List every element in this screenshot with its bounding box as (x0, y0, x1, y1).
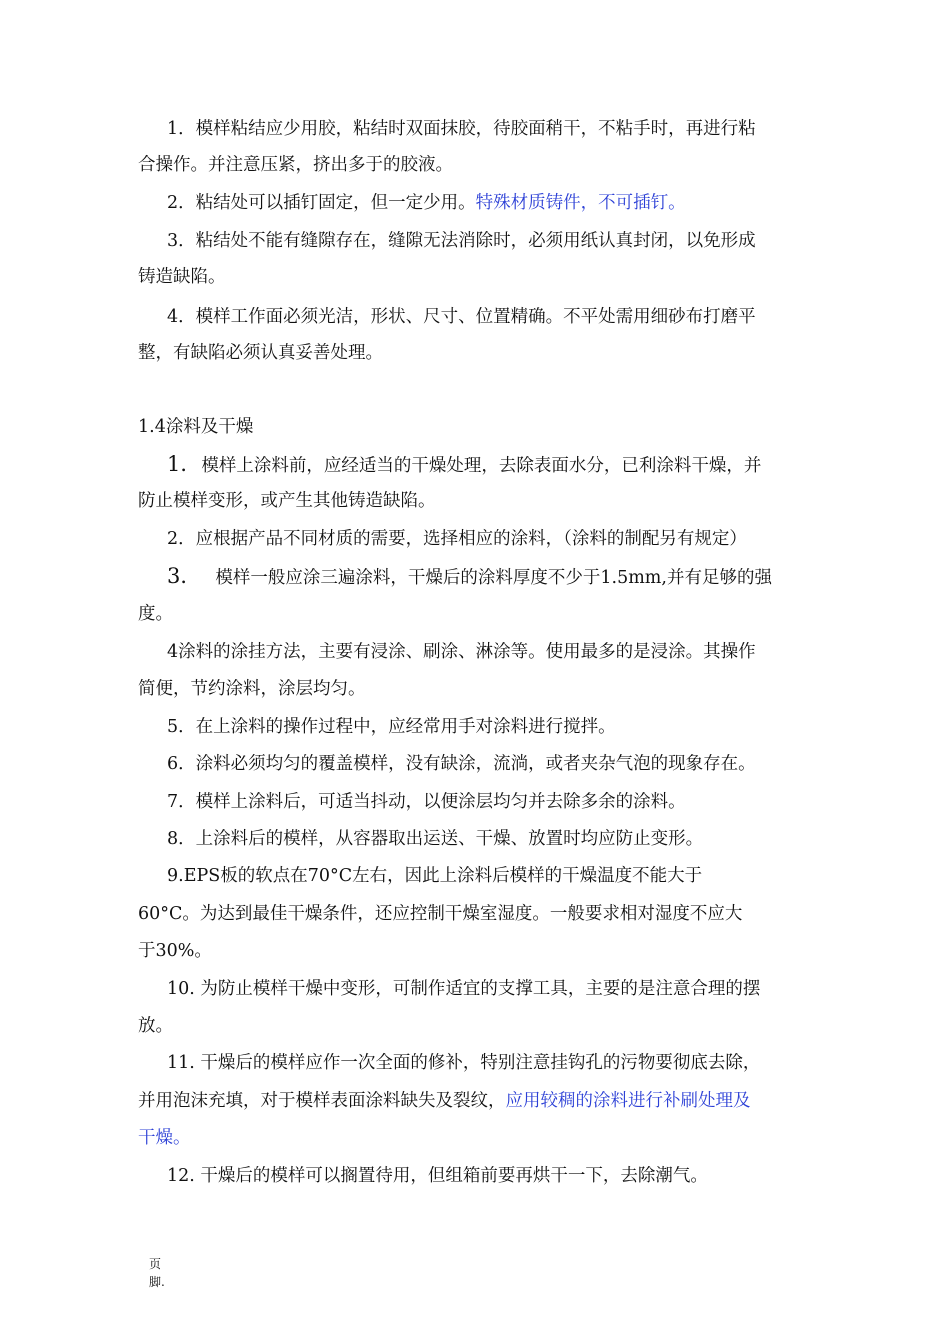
item-2-line-1 (167, 192, 818, 214)
footer-line-1: 页 (149, 1257, 162, 1271)
item-1-line-1: 1．模样粘结应少用胶，粘结时双面抹胶，待胶面稍干，不粘手时，再进行粘 (167, 119, 756, 139)
s2-item-6: 6．涂料必须均匀的覆盖模样，没有缺涂，流淌，或者夹杂气泡的现象存在。 (167, 754, 756, 774)
s2-item-1-line-2: 防止模样变形，或产生其他铸造缺陷。 (138, 491, 436, 511)
s2-item-11-highlight: 应用较稠的涂料进行补刷处理及 (505, 1091, 751, 1111)
s2-item-1-number: 1． (167, 452, 202, 476)
s2-item-4-line-1: 4涂料的涂挂方法，主要有浸涂、刷涂、淋涂等。使用最多的是浸涂。其操作 (167, 642, 756, 662)
s2-item-8: 8．上涂料后的模样，从容器取出运送、干燥、放置时均应防止变形。 (167, 829, 704, 849)
item-2-highlight: 特殊材质铸件，不可插钉。 (475, 193, 686, 213)
s2-item-12: 12. 干燥后的模样可以搁置待用，但组箱前要再烘干一下，去除潮气。 (167, 1166, 708, 1186)
s2-item-3-number: 3． (167, 564, 202, 588)
item-3-line-1: 3．粘结处不能有缝隙存在，缝隙无法消除时，必须用纸认真封闭，以免形成 (167, 231, 756, 251)
s2-item-11-line-3: 干燥。 (138, 1128, 191, 1148)
s2-item-10-line-1: 10. 为防止模样干燥中变形，可制作适宜的支撑工具，主要的是注意合理的摆 (167, 979, 761, 999)
item-1-line-2: 合操作。并注意压紧，挤出多于的胶液。 (138, 155, 453, 175)
s2-item-1-text: 模样上涂料前，应经适当的干燥处理，去除表面水分，已利涂料干燥，并 (201, 456, 762, 476)
item-4-line-1: 4．模样工作面必须光洁，形状、尺寸、位置精确。不平处需用细砂布打磨平 (167, 307, 756, 327)
s2-item-5: 5．在上涂料的操作过程中，应经常用手对涂料进行搅拌。 (167, 717, 616, 737)
s2-item-2: 2．应根据产品不同材质的需要，选择相应的涂料，（涂料的制配另有规定） (167, 529, 747, 549)
s2-item-3-text: 模样一般应涂三遍涂料，干燥后的涂料厚度不少于1.5mm,并有足够的强 (215, 568, 772, 588)
s2-item-9-line-3: 于30%。 (138, 941, 212, 961)
s2-item-3-line-1 (167, 565, 818, 589)
s2-item-7: 7．模样上涂料后，可适当抖动，以便涂层均匀并去除多余的涂料。 (167, 792, 686, 812)
s2-item-9-line-1: 9.EPS板的软点在70°C左右，因此上涂料后模样的干燥温度不能大于 (167, 866, 703, 886)
s2-item-3-line-2: 度。 (138, 604, 173, 624)
s2-item-11-text: 并用泡沫充填，对于模样表面涂料缺失及裂纹， (138, 1091, 506, 1111)
s2-item-10-line-2: 放。 (138, 1016, 173, 1036)
s2-item-11-line-2 (138, 1090, 818, 1112)
item-3-line-2: 铸造缺陷。 (138, 267, 226, 287)
item-4-line-2: 整，有缺陷必须认真妥善处理。 (138, 343, 383, 363)
s2-item-4-line-2: 简便，节约涂料，涂层均匀。 (138, 679, 366, 699)
section-heading: 1.4涂料及干燥 (138, 417, 254, 437)
s2-item-9-line-2: 60°C。为达到最佳干燥条件，还应控制干燥室湿度。一般要求相对湿度不应大 (138, 904, 743, 924)
s2-item-1-line-1 (167, 453, 818, 477)
item-2-text: 2．粘结处可以插钉固定，但一定少用。 (167, 193, 476, 213)
footer-line-2: 脚. (149, 1275, 165, 1289)
s2-item-11-line-1: 11. 干燥后的模样应作一次全面的修补，特别注意挂钩孔的污物要彻底去除， (167, 1053, 761, 1073)
